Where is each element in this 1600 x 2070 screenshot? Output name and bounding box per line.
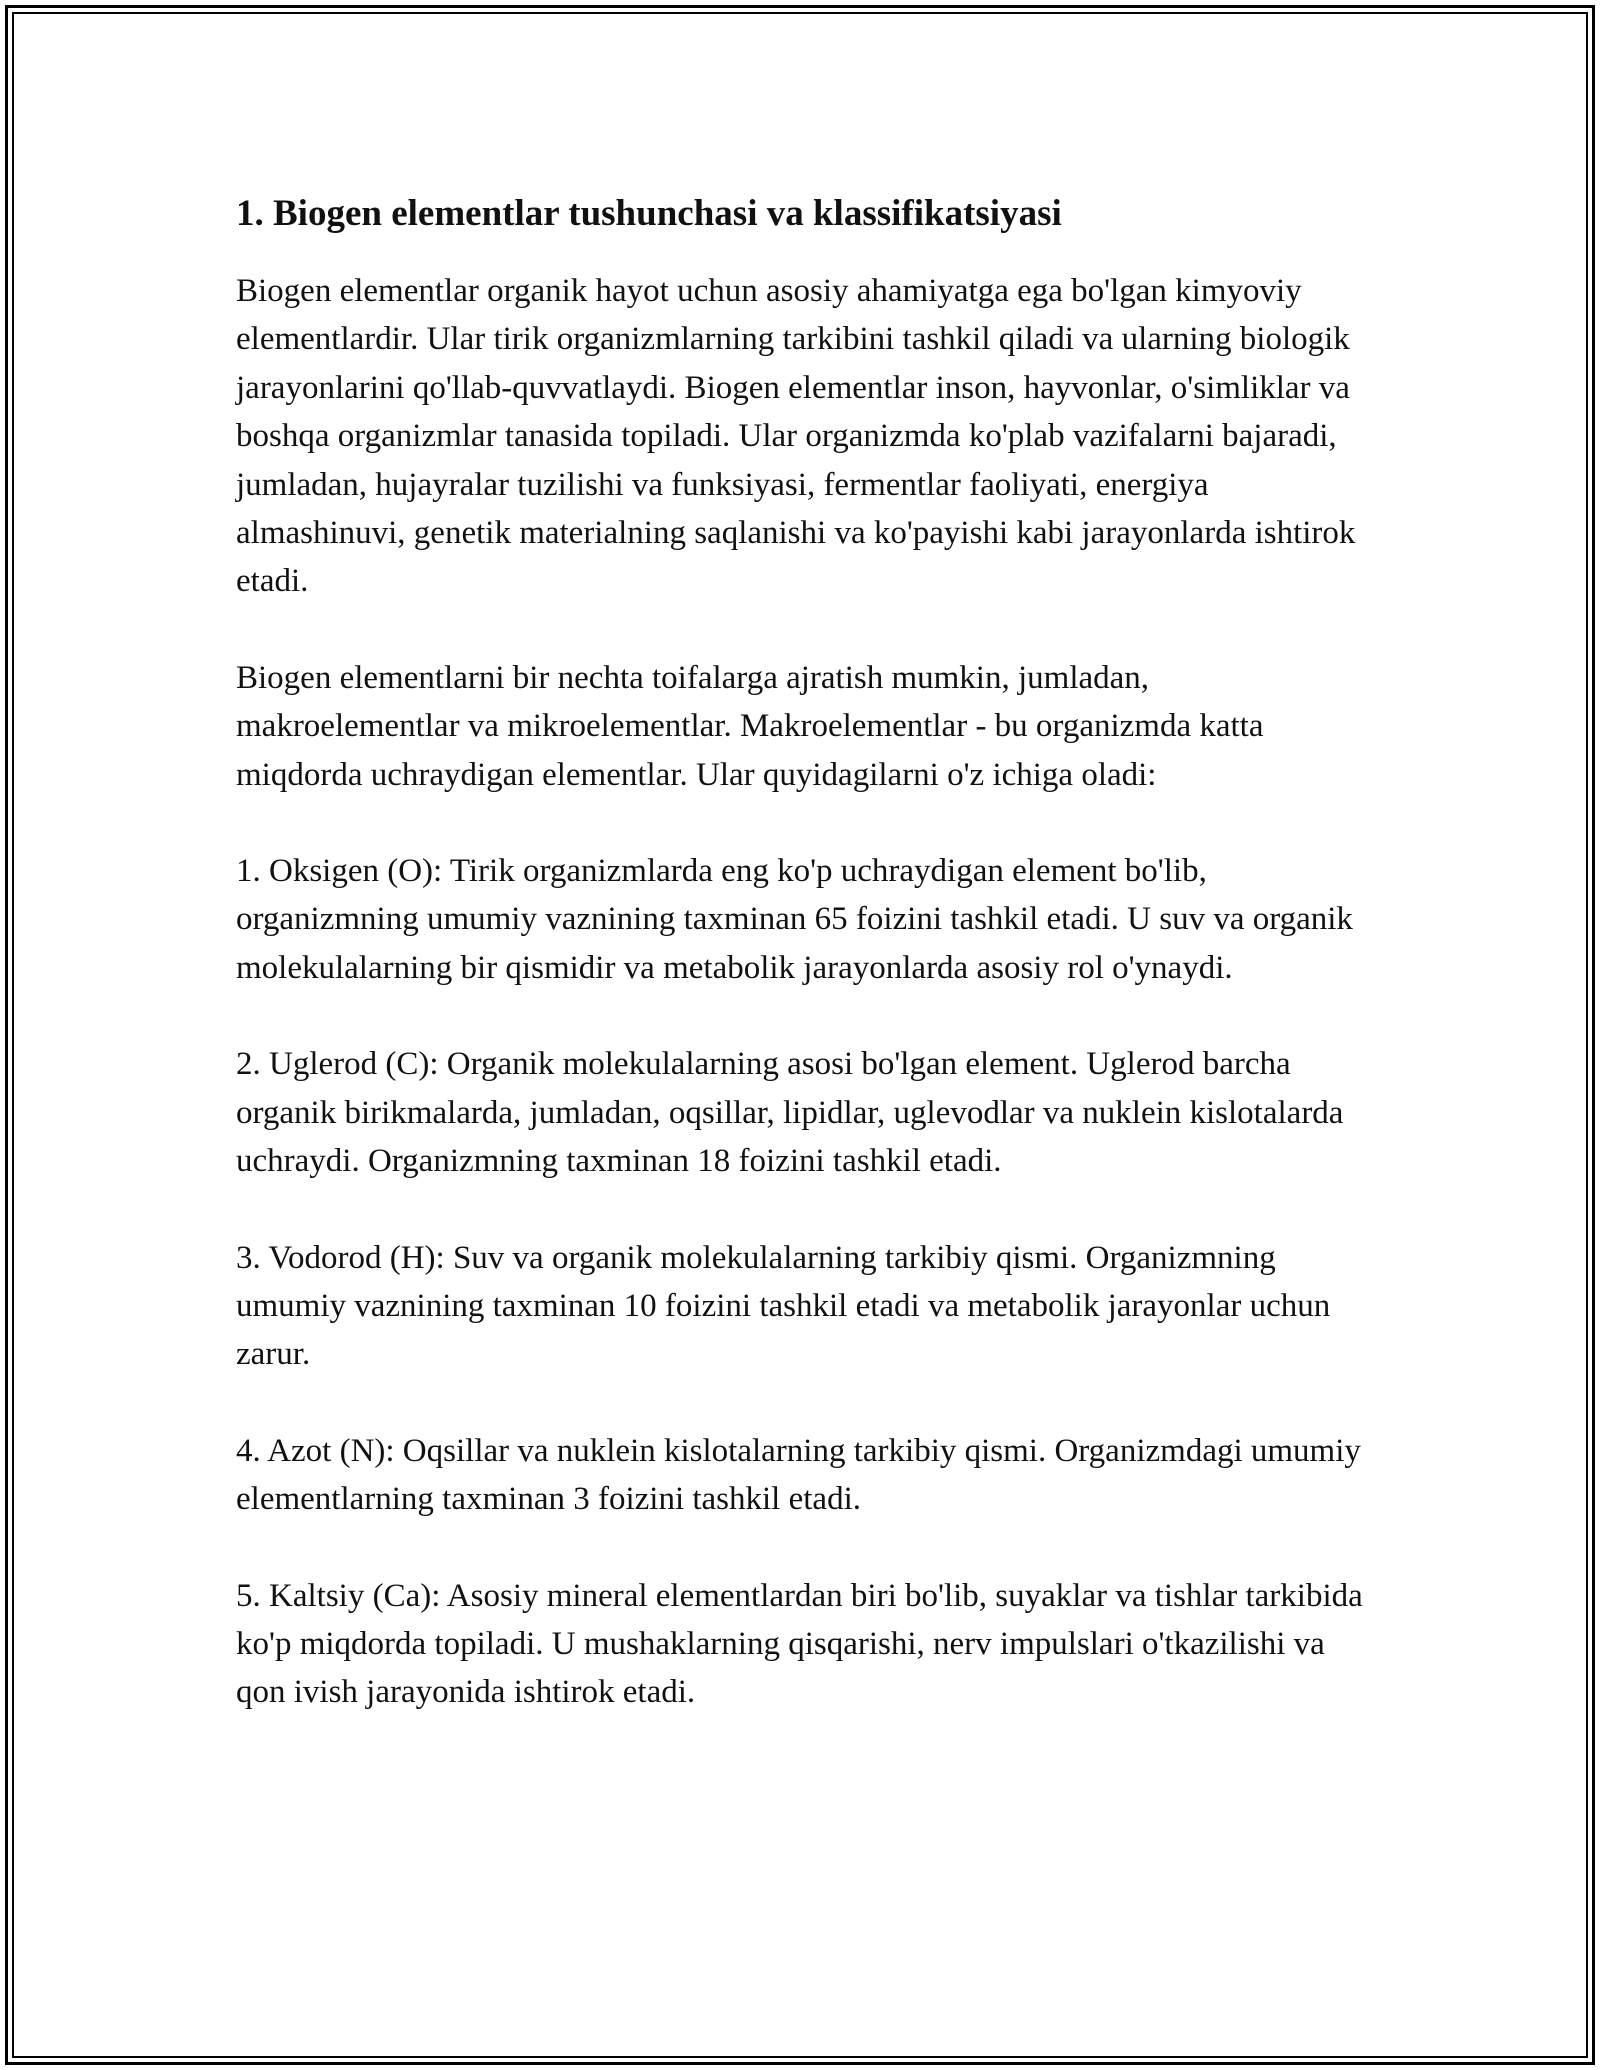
classification-paragraph: Biogen elementlarni bir nechta toifalarga ajratish mumkin, jumladan, makroelementlar va mikroelementlar. Makroelementlar - bu organizmda katta miqdorda uchraydigan elementlar. Ular quyidagilarni o'z ichiga oladi: [236,659,1264,793]
list-item-calcium: 5. Kaltsiy (Ca): Asosiy mineral elementlardan biri bo'lib, suyaklar va tishlar tarkibida ko'p miqdorda topiladi. U mushaklarning qisqarishi, nerv impulslari o'tkazilishi va qon ivish jarayonida ishtirok etadi. [236,1577,1363,1711]
list-item-carbon: 2. Uglerod (C): Organik molekulalarning asosi bo'lgan element. Uglerod barcha organik birikmalarda, jumladan, oqsillar, lipidlar, uglevodlar va nuklein kislotalarda uchraydi. Organizmning taxminan 18 foizini tashkil etadi. [236,1046,1344,1180]
intro-paragraph: Biogen elementlar organik hayot uchun asosiy ahamiyatga ega bo'lgan kimyoviy elementlardir. Ular tirik organizmlarning tarkibini tashkil qiladi va ularning biologik jarayonlarini qo'llab-quvvatlaydi. Biogen elementlar inson, hayvonlar, o'simliklar va boshqa organizmlar tanasida topiladi. Ular organizmda ko'plab vazifalarni bajaradi, jumladan, hujayralar tuzilishi va funksiyasi, fermentlar faoliyati, energiya almashinuvi, genetik materialning saqlanishi va ko'payishi kabi jarayonlarda ishtirok etadi. [236,273,1356,600]
list-item-hydrogen: 3. Vodorod (H): Suv va organik molekulalarning tarkibiy qismi. Organizmning umumiy vaznining taxminan 10 foizini tashkil etadi va metabolik jarayonlar uchun zarur. [236,1239,1331,1373]
list-item-oxygen: 1. Oksigen (O): Tirik organizmlarda eng ko'p uchraydigan element bo'lib, organizmning umumiy vaznining taxminan 65 foizini tashkil etadi. U suv va organik molekulalarning bir qismidir va metabolik jarayonlarda asosiy rol o'ynaydi. [236,853,1353,986]
document-body [236,183,1376,1717]
list-item-nitrogen: 4. Azot (N): Oqsillar va nuklein kislotalarning tarkibiy qismi. Organizmdagi umumiy elementlarning taxminan 3 foizini tashkil etadi. [236,1432,1361,1518]
page-title: 1. Biogen elementlar tushunchasi va klassifikatsiyasi [236,193,1062,234]
